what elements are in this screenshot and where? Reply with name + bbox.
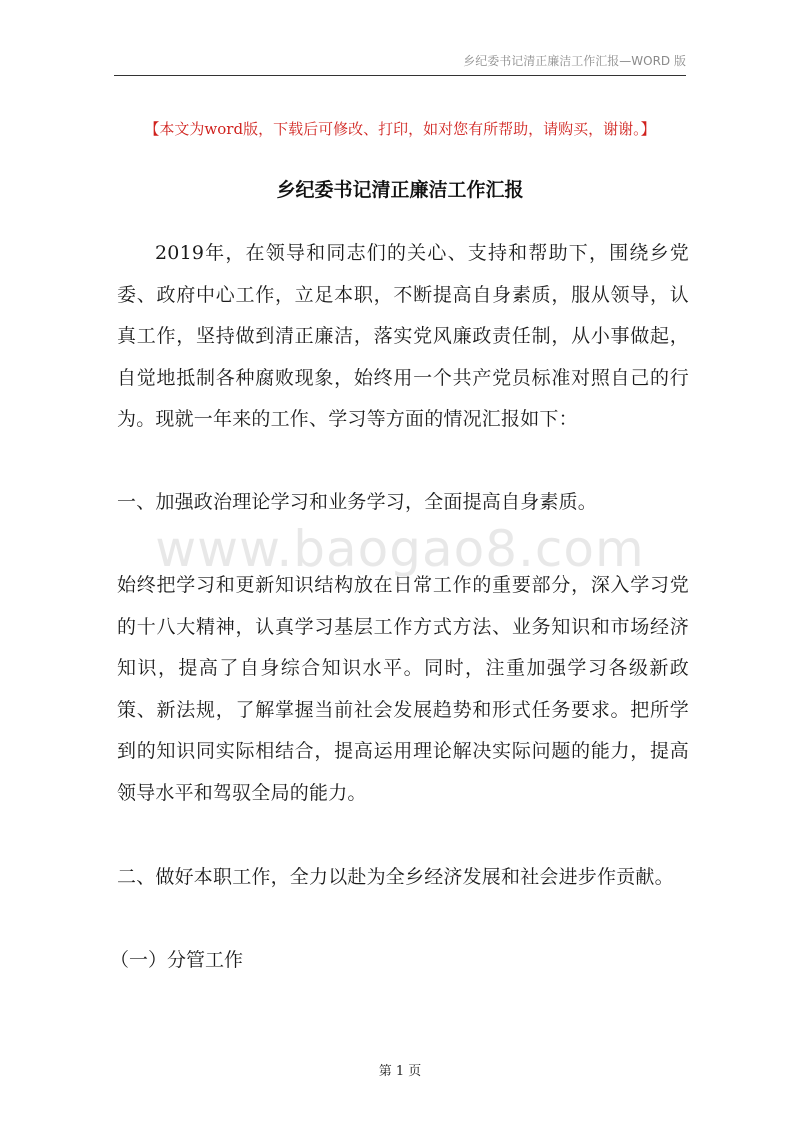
study-paragraph: 始终把学习和更新知识结构放在日常工作的重要部分，深入学习党的十八大精神，认真学习基层工作方式方法、业务知识和市场经济知识，提高了自身综合知识水平。同时，注重加强学习各级新政策、新法规，了解掌握当前社会发展趋势和形式任务要求。把所学到的知识同实际相结合，提高运用理论解决实际问题的能力，提高领导水平和驾驭全局的能力。 [117,574,689,804]
watermark: www.baogao8.com [155,520,645,578]
page-number: 第 1 页 [378,1064,422,1079]
running-header: 乡纪委书记清正廉洁工作汇报—WORD 版 [463,54,686,68]
header-divider [114,75,686,76]
section-heading-2: 二、做好本职工作，全力以赴为全乡经济发展和社会进步作贡献。 [117,866,674,888]
document-title: 乡纪委书记清正廉洁工作汇报 [276,179,524,201]
section-heading-1: 一、加强政治理论学习和业务学习，全面提高自身素质。 [117,491,598,513]
purchase-notice: 【本文为word版，下载后可修改、打印，如对您有所帮助，请购买，谢谢。】 [144,120,656,138]
subsection-heading: （一）分管工作 [110,949,244,971]
intro-paragraph: 2019年，在领导和同志们的关心、支持和帮助下，围绕乡党委、政府中心工作，立足本职，不断提高自身素质，服从领导，认真工作，坚持做到清正廉洁，落实党风廉政责任制，从小事做起，自觉地抵制各种腐败现象，始终用一个共产党员标准对照自己的行为。现就一年来的工作、学习等方面的情况汇报如下： [117,242,689,430]
